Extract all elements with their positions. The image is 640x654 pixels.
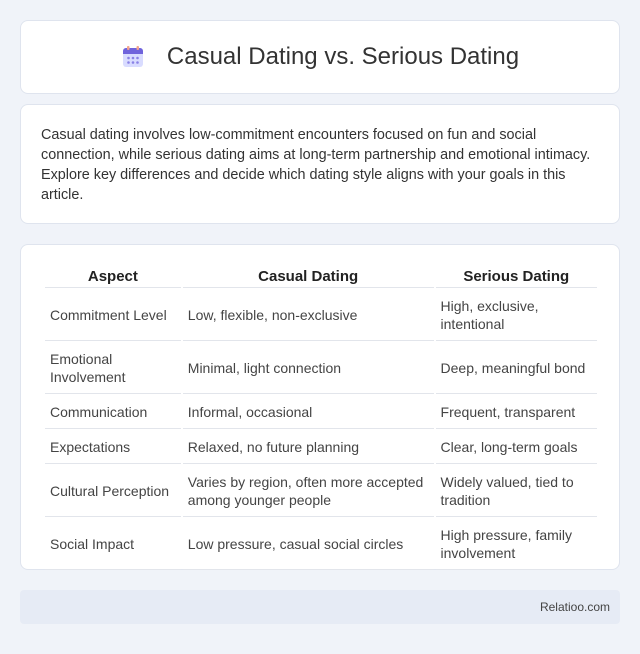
table-row — [45, 343, 597, 394]
title-row — [121, 43, 519, 71]
serious-cell: Deep, meaningful bond — [436, 343, 597, 394]
serious-cell: Widely valued, tied to tradition — [436, 466, 597, 517]
aspect-cell: Communication — [45, 396, 181, 429]
serious-cell: Clear, long-term goals — [436, 431, 597, 464]
column-header-aspect: Aspect — [45, 265, 181, 288]
table-row — [45, 431, 597, 464]
aspect-cell: Cultural Perception — [45, 466, 181, 517]
serious-cell: Frequent, transparent — [436, 396, 597, 429]
column-header-casual: Casual Dating — [183, 265, 434, 288]
table-row — [45, 466, 597, 517]
table-row — [45, 290, 597, 341]
serious-cell: High, exclusive, intentional — [436, 290, 597, 341]
casual-cell: Varies by region, often more accepted among younger people — [183, 466, 434, 517]
casual-cell: Relaxed, no future planning — [183, 431, 434, 464]
comparison-card — [20, 244, 620, 570]
aspect-cell: Commitment Level — [45, 290, 181, 341]
casual-cell: Informal, occasional — [183, 396, 434, 429]
footer-bar — [20, 590, 620, 624]
table-row — [45, 396, 597, 429]
aspect-cell: Social Impact — [45, 519, 181, 570]
page-title: Casual Dating vs. Serious Dating — [166, 43, 520, 70]
table-row — [45, 519, 597, 570]
aspect-cell: Expectations — [45, 431, 181, 464]
table-header-row — [45, 265, 597, 288]
aspect-cell: Emotional Involvement — [45, 343, 181, 394]
serious-cell: High pressure, family involvement — [436, 519, 597, 570]
casual-cell: Low pressure, casual social circles — [183, 519, 434, 570]
calendar-icon — [121, 45, 145, 69]
comparison-table — [43, 263, 599, 572]
footer-site-link[interactable]: Relatioo.com — [539, 600, 610, 614]
intro-text: Casual dating involves low-commitment encounters focused on fun and social connection, while serious dating aims at long-term partnership and emotional intimacy. Explore key differences and decide which dating style aligns with your goals in this article. — [41, 127, 591, 203]
column-header-serious: Serious Dating — [436, 265, 597, 288]
title-card — [20, 20, 620, 94]
casual-cell: Minimal, light connection — [183, 343, 434, 394]
casual-cell: Low, flexible, non-exclusive — [183, 290, 434, 341]
intro-card — [20, 104, 620, 224]
